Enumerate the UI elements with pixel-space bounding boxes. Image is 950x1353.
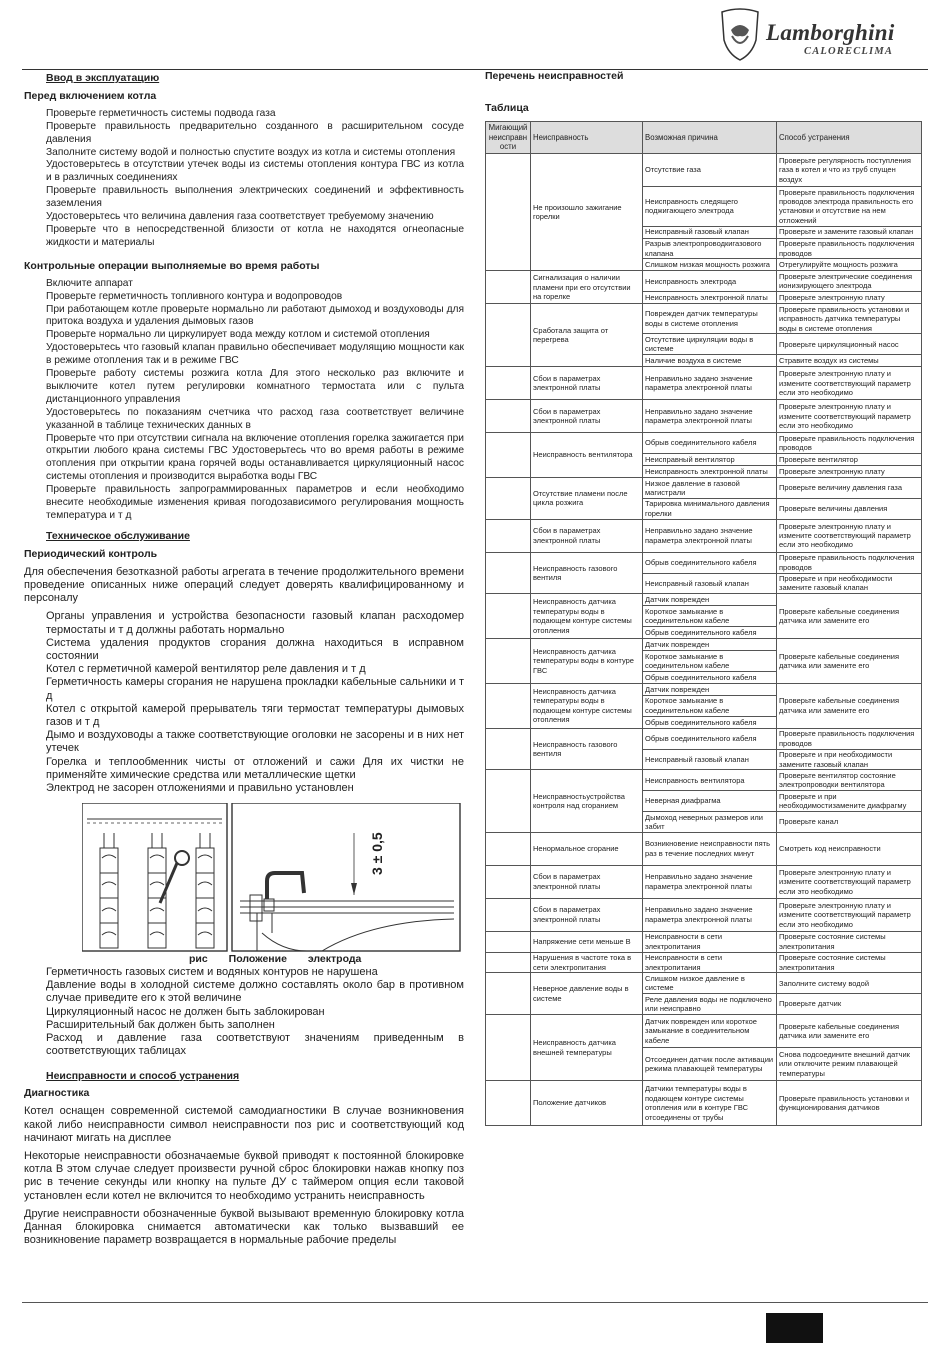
remedy-cell: Стравите воздух из системы (777, 355, 922, 367)
table-row (486, 770, 922, 791)
electrode-figure (82, 803, 462, 953)
cause-cell: Поврежден датчик температуры воды в системе отопления (643, 304, 777, 334)
fault-code-cell (486, 304, 531, 367)
column-header-code: Мигающий неисправн ости (486, 122, 531, 154)
fault-code-cell (486, 683, 531, 728)
diag-paragraph-2: Некоторые неисправности обозначаемые буквой приводят к постоянной блокировке котла В этом случае следует произвести ручной сброс блокировки нажав кнопку поз рис в течение секунды или кнопку на пульте ДУ с таймером опция если таковой установлен если котел не включится то необходимо устранить неисправность (24, 1149, 464, 1202)
table-header-row (486, 122, 922, 154)
list-item: Циркуляционный насос не должен быть заблокирован (46, 1005, 325, 1018)
fault-code-cell (486, 973, 531, 1015)
remedy-cell: Проверьте величину давления газа (777, 478, 922, 499)
fault-cell: Напряжение сети меньше В (531, 931, 643, 952)
cause-cell: Неисправный газовый клапан (643, 573, 777, 594)
cause-cell: Слишком низкое давление в системе (643, 973, 777, 994)
electrode-gap-label: 3 ± 0,5 (369, 832, 385, 876)
figure-title: Положение электрода (228, 953, 362, 966)
cause-cell: Обрыв соединительного кабеля (643, 433, 777, 454)
fault-code-cell (486, 478, 531, 520)
list-item: Включите аппарат (46, 277, 133, 289)
remedy-cell: Проверьте электронную плату и измените соответствующий параметр если это необходимо (777, 865, 922, 898)
list-item: Проверьте правильность предварительно созданного в расширительном сосуде давления (46, 120, 464, 145)
fault-cell: Неисправность вентилятора (531, 433, 643, 478)
list-item: Проверьте герметичность топливного контура и водопроводов (46, 290, 343, 302)
fault-table (485, 121, 922, 1126)
remedy-cell: Проверьте кабельные соединения датчика или замените его (777, 683, 922, 728)
list-item: Герметичность камеры сгорания не нарушена прокладки кабельные сальники и т д (46, 676, 464, 702)
fault-cell: Сбои в параметрах электронной платы (531, 898, 643, 931)
table-row (486, 552, 922, 573)
remedy-cell: Проверьте регулярность поступления газа в котел и что из труб спущен воздух (777, 154, 922, 187)
cause-cell: Обрыв соединительного кабеля (643, 552, 777, 573)
fault-code-cell (486, 552, 531, 594)
table-row (486, 832, 922, 865)
remedy-cell: Проверьте состояние системы электропитания (777, 931, 922, 952)
table-row (486, 865, 922, 898)
heading-table: Таблица (485, 102, 529, 114)
remedy-cell: Проверьте правильность подключения проводов (777, 433, 922, 454)
cause-cell: Неверная диафрагма (643, 791, 777, 812)
table-row (486, 594, 922, 606)
list-item: Проверьте нормально ли циркулирует вода между котлом и системой отопления (46, 329, 430, 341)
fault-cell: Неисправность газового вентиля (531, 728, 643, 770)
table-row (486, 367, 922, 400)
cause-cell: Неправильно задано значение параметра электронной платы (643, 367, 777, 400)
cause-cell: Датчик поврежден (643, 683, 777, 695)
cause-cell: Отсоединен датчик после активации режима плавающей температуры (643, 1048, 777, 1081)
cause-cell: Неисправный газовый клапан (643, 749, 777, 770)
list-item: Проверьте что в непосредственной близости от котла не находятся огнеопасные жидкости и материалы (46, 223, 464, 248)
remedy-cell: Проверьте электронную плату и измените соответствующий параметр если это необходимо (777, 400, 922, 433)
fault-cell: Сработала защита от перегрева (531, 304, 643, 367)
heading-service: Техническое обслуживание (46, 529, 190, 542)
cause-cell: Отсутствие циркуляции воды в системе (643, 334, 777, 355)
fault-cell: Неисправность датчика температуры воды в подающем контуре системы отопления (531, 594, 643, 639)
remedy-cell: Проверьте кабельные соединения датчика или замените его (777, 1015, 922, 1048)
list-item: Проверьте правильность выполнения электрических соединений и эффективность заземления (46, 185, 464, 210)
before-list (24, 108, 464, 250)
cause-cell: Слишком низкая мощность розжига (643, 259, 777, 271)
cause-cell: Обрыв соединительного кабеля (643, 716, 777, 728)
cause-cell: Обрыв соединительного кабеля (643, 728, 777, 749)
list-item: Проверьте герметичность системы подвода газа (46, 107, 276, 119)
table-row (486, 683, 922, 695)
remedy-cell: Проверьте правильность установки и исправность датчика температуры воды в системе отопления (777, 304, 922, 334)
list-item: Электрод не засорен отложениями и правильно установлен (46, 781, 354, 794)
fault-cell: Сигнализация о наличии пламени при его отсутствии на горелке (531, 271, 643, 304)
fault-cell: Неисправность датчика внешней температуры (531, 1015, 643, 1081)
list-item: При работающем котле проверьте нормально ли работают дымоход и воздуховоды для притока воздуха и удаления дымовых газов (46, 303, 464, 328)
periodic-list (24, 610, 464, 795)
remedy-cell: Проверьте и при необходимости замените газовый клапан (777, 573, 922, 594)
remedy-cell: Проверьте электронную плату (777, 292, 922, 304)
remedy-cell: Проверьте кабельные соединения датчика или замените его (777, 594, 922, 639)
remedy-cell: Проверьте и при необходимости замените газовый клапан (777, 749, 922, 770)
remedy-cell: Проверьте величины давления (777, 498, 922, 519)
table-row (486, 304, 922, 334)
fault-table-body (486, 154, 922, 1126)
remedy-cell: Заполните систему водой (777, 973, 922, 994)
fault-code-cell (486, 728, 531, 770)
right-column (485, 70, 922, 1126)
fault-cell: Сбои в параметрах электронной платы (531, 519, 643, 552)
remedy-cell: Проверьте состояние системы электропитания (777, 952, 922, 973)
brand-name: Lamborghini (766, 20, 895, 45)
fault-code-cell (486, 271, 531, 304)
fault-code-cell (486, 639, 531, 684)
cause-cell: Короткое замыкание в соединительном кабеле (643, 606, 777, 627)
fault-cell: Не произошло зажигание горелки (531, 154, 643, 271)
remedy-cell: Проверьте правильность подключения проводов (777, 238, 922, 259)
fault-code-cell (486, 770, 531, 832)
brand-subtitle: CALORECLIMA (804, 46, 894, 57)
fault-code-cell (486, 367, 531, 400)
diag-paragraph-1: Котел оснащен современной системой самодиагностики В случае возникновения какой либо неисправности символ неисправности поз рис и соответствующий код начинают мигать на дисплее (24, 1105, 464, 1144)
fault-cell: Неисправность газового вентиля (531, 552, 643, 594)
remedy-cell: Смотреть код неисправности (777, 832, 922, 865)
cause-cell: Низкое давление в газовой магистрали (643, 478, 777, 499)
remedy-cell: Проверьте электронную плату (777, 466, 922, 478)
list-item: Удостоверьтесь что газовый клапан правильно обеспечивает модулящию мощности как в режиме отопления так и в режиме ГВС (46, 342, 464, 367)
cause-cell: Неправильно задано значение параметра электронной платы (643, 400, 777, 433)
remedy-cell: Проверьте датчик (777, 994, 922, 1015)
table-row (486, 519, 922, 552)
fault-code-cell (486, 952, 531, 973)
cause-cell: Короткое замыкание в соединительном кабеле (643, 651, 777, 672)
brand-logo (718, 6, 928, 66)
remedy-cell: Проверьте правильность подключения проводов электрода правильность его установки и отсутствие на нем отложений (777, 187, 922, 227)
fault-code-cell (486, 832, 531, 865)
fault-cell: Положение датчиков (531, 1081, 643, 1126)
cause-cell: Неисправности в сети электропитания (643, 931, 777, 952)
cause-cell: Неисправность электронной платы (643, 466, 777, 478)
list-item: Удостоверьтесь по показаниям счетчика что расход газа соответствует величине указанной в таблице технических данных в (46, 406, 464, 431)
bull-shield-icon (718, 6, 762, 62)
column-header-fault: Неисправность (531, 122, 643, 154)
column-header-cause: Возможная причина (643, 122, 777, 154)
figure-caption (24, 953, 464, 966)
fault-cell: Неисправностьустройства контроля над сгоранием (531, 770, 643, 832)
remedy-cell: Проверьте циркуляционный насос (777, 334, 922, 355)
remedy-cell: Проверьте правильность установки и функционирования датчиков (777, 1081, 922, 1126)
table-row (486, 639, 922, 651)
cause-cell: Неисправность электрода (643, 271, 777, 292)
list-item: Органы управления и устройства безопасности газовый клапан расходомер термостаты и т д должны работать нормально (46, 610, 464, 636)
fault-cell: Неверное давление воды в системе (531, 973, 643, 1015)
fault-cell: Сбои в параметрах электронной платы (531, 400, 643, 433)
list-item: Система удаления продуктов сгорания должна находиться в исправном состоянии (46, 636, 464, 662)
list-item: Удостоверьтесь в отсутствии утечек воды из системы отопления контура ГВС из котла и в различных соединениях (46, 159, 464, 184)
cause-cell: Неправильно задано значение параметра электронной платы (643, 898, 777, 931)
remedy-cell: Проверьте вентилятор (777, 454, 922, 466)
remedy-cell: Проверьте и при необходимостизамените диафрагму (777, 791, 922, 812)
table-row (486, 1015, 922, 1048)
remedy-cell: Проверьте правильность подключения проводов (777, 552, 922, 573)
list-item: Котел с открытой камерой прерыватель тяги термостат температуры дымовых газов и т д (46, 702, 464, 728)
list-item: Проверьте работу системы розжига котла Для этого несколько раз включите и выключите котел путем регулировки комнатного термостата или с пульта дистанционного управления (46, 368, 464, 405)
cause-cell: Неисправности в сети электропитания (643, 952, 777, 973)
cause-cell: Обрыв соединительного кабеля (643, 671, 777, 683)
remedy-cell: Проверьте правильность подключения проводов (777, 728, 922, 749)
list-item: Заполните систему водой и полностью спустите воздух из котла и системы отопления (46, 146, 456, 158)
cause-cell: Короткое замыкание в соединительном кабеле (643, 695, 777, 716)
cause-cell: Неисправность вентилятора (643, 770, 777, 791)
table-row (486, 271, 922, 292)
table-row (486, 898, 922, 931)
heading-commissioning: Ввод в эксплуатацию (46, 72, 160, 84)
cause-cell: Датчики температуры воды в подающем контуре системы отопления или в контуре ГВС отсоединены от трубы (643, 1081, 777, 1126)
fault-code-cell (486, 865, 531, 898)
remedy-cell: Отрегулируйте мощность розжига (777, 259, 922, 271)
fault-cell: Отсутствие пламени после цикла розжига (531, 478, 643, 520)
list-item: Проверьте правильность запрограммированных параметров и если необходимо внесите необходимые изменения кривая погодозависимого регулирования мощность температура и т д (46, 484, 464, 521)
table-row (486, 1081, 922, 1126)
fault-cell: Сбои в параметрах электронной платы (531, 367, 643, 400)
remedy-cell: Проверьте электронную плату и измените соответствующий параметр если это необходимо (777, 898, 922, 931)
cause-cell: Датчик поврежден (643, 639, 777, 651)
fault-code-cell (486, 400, 531, 433)
column-header-remedy: Способ устранения (777, 122, 922, 154)
fault-cell: Ненормальное сгорание (531, 832, 643, 865)
remedy-cell: Проверьте электронную плату и измените соответствующий параметр если это необходимо (777, 519, 922, 552)
list-item: Проверьте что при отсутствии сигнала на включение отопления горелка зажигается при открытии любого крана системы ГВС Удостоверьтесь что во время работы в режиме отопления при открытии крана горячей воды останавливается циркуляционный насос системы отопления и производится выработка воды ГВС (46, 432, 464, 483)
table-row (486, 154, 922, 187)
cause-cell: Неисправность электронной платы (643, 292, 777, 304)
cause-cell: Датчик поврежден или короткое замыкание в соединительном кабеле (643, 1015, 777, 1048)
fault-code-cell (486, 433, 531, 478)
cause-cell: Реле давления воды не подключено или неисправно (643, 994, 777, 1015)
cause-cell: Обрыв соединительного кабеля (643, 627, 777, 639)
heading-periodic: Периодический контроль (24, 547, 158, 560)
periodic-intro: Для обеспечения безотказной работы агрегата в течение продолжительного времени проведение описанных ниже операций следует доверять квалифицированному и персоналу (24, 565, 464, 605)
table-row (486, 478, 922, 499)
list-item: Котел с герметичной камерой вентилятор реле давления и т д (46, 663, 366, 676)
list-item: Удостоверьтесь что величина давления газа соответствует требуемому значению (46, 211, 434, 223)
heading-diagnostics: Диагностика (24, 1087, 90, 1100)
table-row (486, 728, 922, 749)
remedy-cell: Проверьте и замените газовый клапан (777, 226, 922, 238)
cause-cell: Разрыв электропроводкигазового клапана (643, 238, 777, 259)
fault-cell: Сбои в параметрах электронной платы (531, 865, 643, 898)
list-item: Горелка и теплообменник чисты от отложений и сажи Для их чистки не применяйте химические средства или металлические щетки (46, 755, 464, 781)
cause-cell: Тарировка минимального давления горелки (643, 498, 777, 519)
fault-code-cell (486, 1081, 531, 1126)
fault-code-cell (486, 931, 531, 952)
control-list (24, 278, 464, 523)
heading-fault-list: Перечень неисправностей (485, 70, 624, 82)
cause-cell: Наличие воздуха в системе (643, 355, 777, 367)
cause-cell: Неправильно задано значение параметра электронной платы (643, 865, 777, 898)
cause-cell: Неисправный вентилятор (643, 454, 777, 466)
page-number-box (766, 1313, 823, 1343)
table-row (486, 931, 922, 952)
cause-cell: Возникновение неисправности пять раз в течение последних минут (643, 832, 777, 865)
cause-cell: Неисправный газовый клапан (643, 226, 777, 238)
heading-faults: Неисправности и способ устранения (46, 1069, 240, 1082)
remedy-cell: Снова подсоедините внешний датчик или отключите режим плавающей температуры (777, 1048, 922, 1081)
table-row (486, 973, 922, 994)
heading-control-ops: Контрольные операции выполняемые во время работы (24, 259, 320, 272)
cause-cell: Датчик поврежден (643, 594, 777, 606)
heading-before-start: Перед включением котла (24, 89, 157, 102)
fault-code-cell (486, 594, 531, 639)
table-row (486, 433, 922, 454)
cause-cell: Отсутствие газа (643, 154, 777, 187)
fault-code-cell (486, 154, 531, 271)
table-row (486, 400, 922, 433)
fault-cell: Нарушения в частоте тока в сети электропитания (531, 952, 643, 973)
list-item: Дымо и воздуховоды а также соответствующие оголовки не засорены и в них нет утечек (46, 729, 464, 755)
left-column (24, 70, 464, 1247)
cause-cell: Неправильно задано значение параметра электронной платы (643, 519, 777, 552)
cause-cell: Дымоход неверных размеров или забит (643, 812, 777, 833)
figure-prefix: рис (189, 953, 208, 966)
fault-code-cell (486, 898, 531, 931)
remedy-cell: Проверьте кабельные соединения датчика или замените его (777, 639, 922, 684)
fault-code-cell (486, 1015, 531, 1081)
list-item: Давление воды в холодной системе должно составлять около бар в противном случае приведите его к этой величине (46, 979, 464, 1005)
list-item: Расширительный бак должен быть заполнен (46, 1018, 275, 1031)
footer-rule (22, 1302, 928, 1303)
fault-cell: Неисправность датчика температуры воды в контуре ГВС (531, 639, 643, 684)
fault-code-cell (486, 519, 531, 552)
remedy-cell: Проверьте электрические соединения ионизирующего электрода (777, 271, 922, 292)
fault-cell: Неисправность датчика температуры воды в подающем контуре системы отопления (531, 683, 643, 728)
list-item: Расход и давление газа соответствуют значениям приведенным в соответствующих таблицах (46, 1032, 464, 1058)
remedy-cell: Проверьте электронную плату и измените соответствующий параметр если это необходимо (777, 367, 922, 400)
cause-cell: Неисправность следящего поджигающего электрода (643, 187, 777, 227)
remedy-cell: Проверьте канал (777, 812, 922, 833)
diag-paragraph-3: Другие неисправности обозначенные буквой вызывают временную блокировку котла Данная блокировка снимается автоматически как только вызвавший ее возникновение параметр возвращается в нормальные рабочие пределы (24, 1207, 464, 1247)
list-item: Герметичность газовых систем и водяных контуров не нарушена (46, 966, 378, 979)
table-row (486, 952, 922, 973)
remedy-cell: Проверьте вентилятор состояние электропроводки вентилятора (777, 770, 922, 791)
after-list (24, 966, 464, 1058)
